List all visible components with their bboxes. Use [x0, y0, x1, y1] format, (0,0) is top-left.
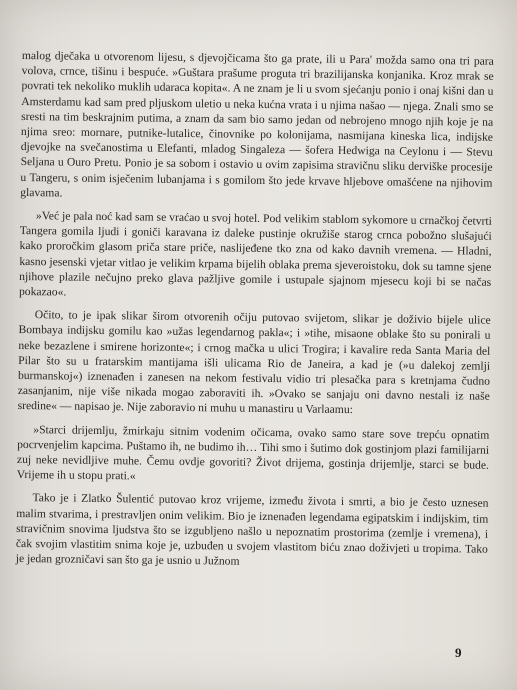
paragraph-3: Očito, to je ipak slikar širom otvorenih očiju putovao svijetom, slikar je doživio bijele ulice Bombaya indijsku gomilu kao »užas legendarnog pakla«; i »tihe, misaone oblake što su ponirali u neke bezazlene i smirene horizonte«; i crnog mačka u ulici Trogira; i kavalire reda Santa Maria del Pilar što su u fratarskim mantijama išli ulicama Rio de Janeira, a kad je (»u dalekoj zemlji burmanskoj«) iznenađen i zanesen na nekom festivalu vidio tri plesačka para s kretnjama čudno zasanjanim, nije više nikada mogao zaboraviti ih. »Ovako se sanjaju oni davno nestali iz naše sredine« — napisao je. Nije zaboravio ni muhu u manastiru u Varlaamu:	[17, 308, 491, 417]
page-text	[16, 48, 494, 572]
page-number: 9	[455, 645, 462, 660]
paragraph-1: malog dječaka u otvorenom lijesu, s djevojčicama što ga prate, ili u Para' možda samo ona tri para volova, crnce, tišinu i bespuće. »Guštara prašume proguta tri brazilijanska konjanika. Kroz mrak se povrati tek nekoliko muklih udaraca kopita«. A ne znam je li u svom sjećanju ponio i onaj kišni dan u Amsterdamu kad sam pred pljuskom uletio u neka kućna vrata i u njima našao — njega. Znali smo se sresti na tim beskrajnim putima, a znam da sam bio samo jedan od nebrojeno mnogo njih koje je na njima sreo: mornare, putnike-lutalice, činovnike po kolonijama, nasmijana kineska lica, indijske djevojke na svečanostima u Elefanti, mladog Singaleza — šofera Hedwiga na Ceylonu i — Stevu Seljana u Ouro Pretu. Ponio je sa sobom i ostavio u ovim zapisima stravičnu sliku derviške procesije u Tangeru, s onim isječenim lubanjama i s gomilom što jede krvave hljebove omašćene na njihovim glavama.	[20, 48, 494, 200]
paragraph-5: Tako je i Zlatko Šulentić putovao kroz vrijeme, između života i smrti, a bio je često uznesen malim stvarima, i prestravljen onim velikim. Bio je iznenađen legendama egipatskim i indijskim, tim stravičnim snovima ljudstva što se izgubljeno našlo u nepoznatim prostorima (zemlje i vremena), i čak svojim vlastitim snima koje je, uzbuđen u svojem vlastitom biću znao doživjeti u tropima. Tako je jedan grozničavi san što ga je usnio u Južnom	[15, 491, 489, 568]
paragraph-2: »Već je pala noć kad sam se vraćao u svoj hotel. Pod velikim stablom sykomore u crnačkoj četvrti Tangera gomila ljudi i goniči karavana iz daleke pustinje okružiše starog crnca pobožno slušajući kako proročkim glasom priča stare priče, naslijeđene tko zna od kako davnih vremena. — Hladni, kasno jesenski vjetar vitlao je velikim krpama bijelih oblaka prema sjeveroistoku, dok su tamne sjene njihove plazile nečujno preko glava pažljive gomile i ustupale sjajnom mjesecu koji bi se načas pokazao«.	[18, 209, 492, 299]
paragraph-4: »Starci drijemlju, žmirkaju sitnim vodenim očicama, ovako samo stare sove trepću opnatim pocrvenjelim kapcima. Puštamo ih, ne budimo ih… Tihi smo i šutimo dok gostinjom plazi familijarni zuj neke nevidljive muhe. Čemu ovdje govoriti? Život drijema, gostinja drijemlje, starci se bude. Vrijeme ih u stopu prati.«	[16, 422, 490, 483]
